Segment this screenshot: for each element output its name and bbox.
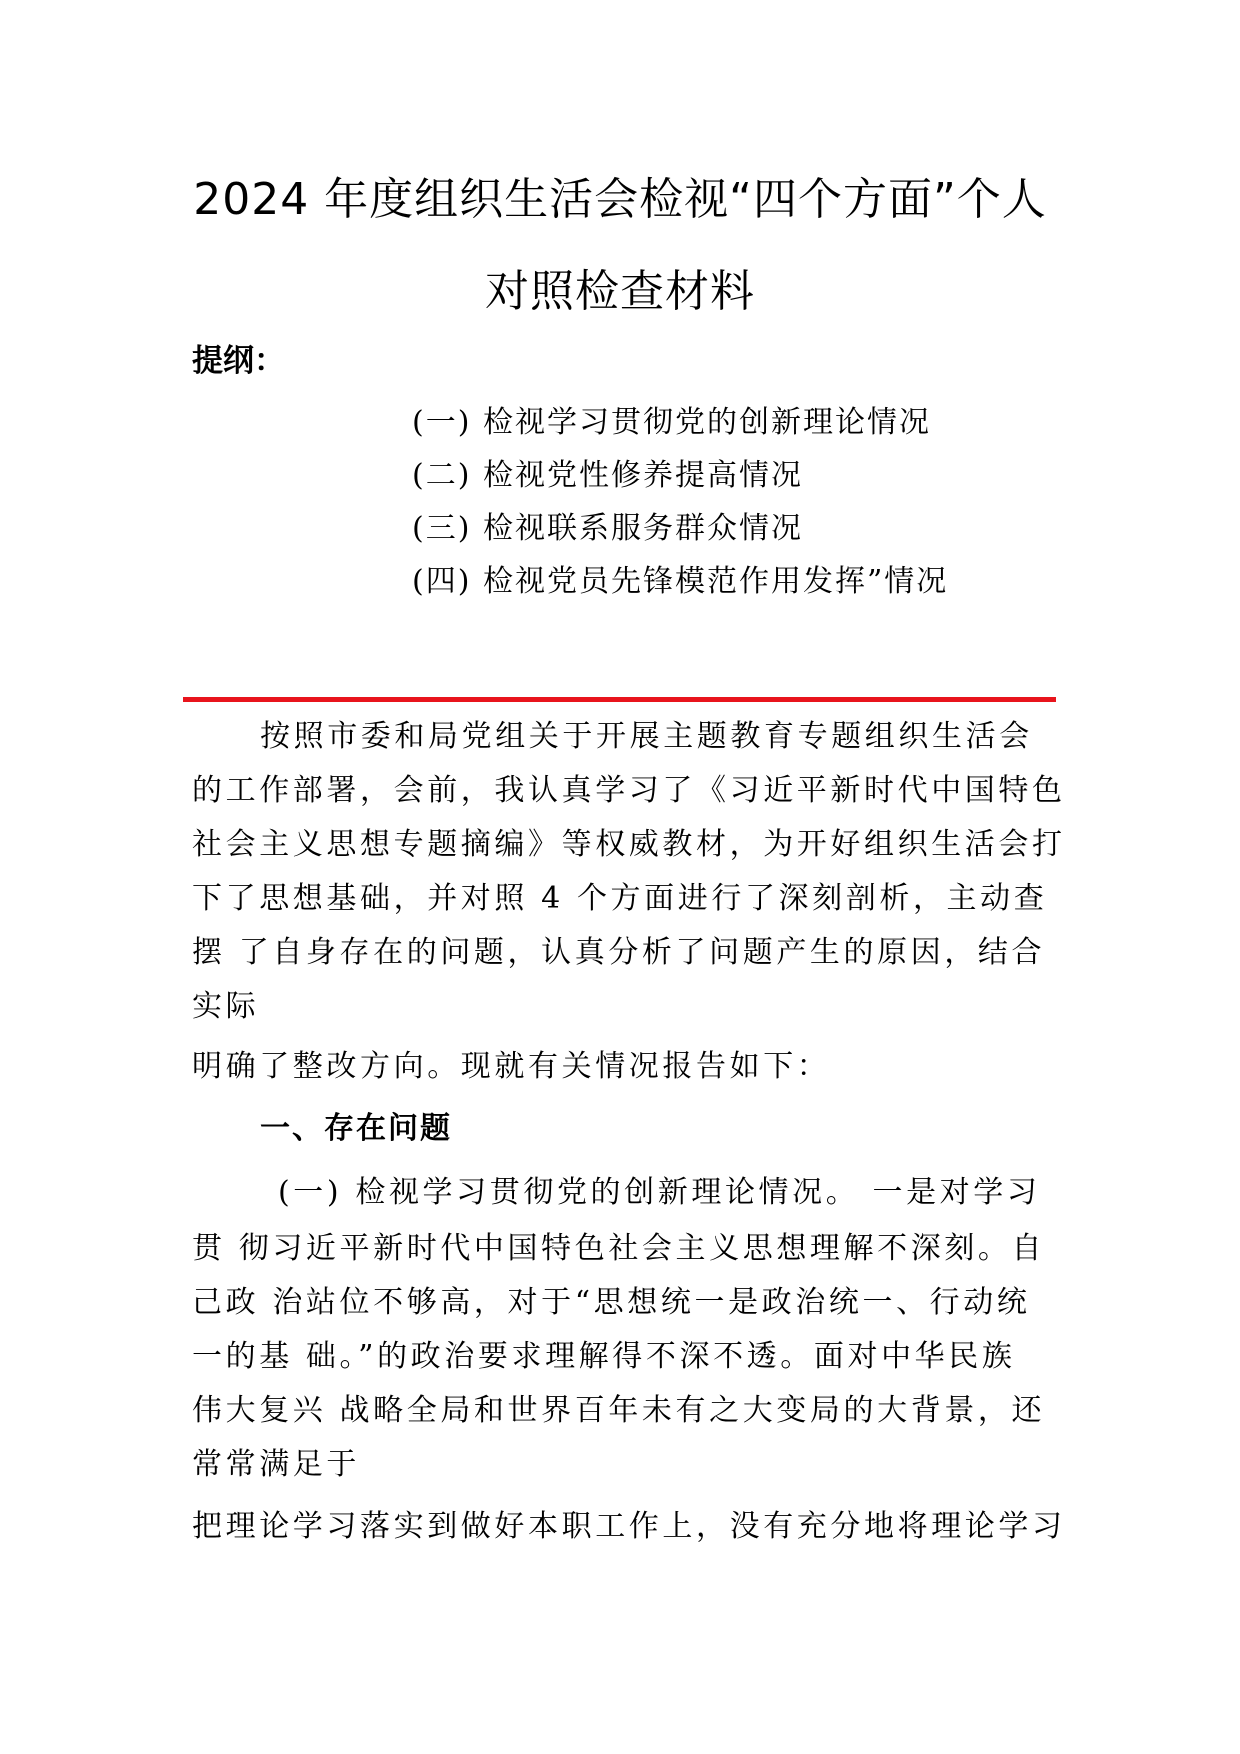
- intro-paragraph-line: 明确了整改方向。现就有关情况报告如下：: [192, 1049, 831, 1084]
- section-paragraph-line: 常常满足于: [192, 1447, 360, 1482]
- outline-item: (二) 检视党性修养提高情况: [412, 458, 803, 493]
- section-paragraph-line: 一的基 础。”的政治要求理解得不深不透。面对中华民族: [192, 1339, 1016, 1374]
- section-paragraph-line: (一) 检视学习贯彻党的创新理论情况。 一是对学习: [278, 1175, 1041, 1210]
- outline-list: [412, 396, 948, 608]
- outline-item: (一) 检视学习贯彻党的创新理论情况: [412, 405, 931, 440]
- red-divider: [183, 697, 1056, 702]
- intro-paragraph-line: 摆 了自身存在的问题，认真分析了问题产生的原因，结合: [192, 935, 1046, 970]
- section-paragraph-line: 贯 彻习近平新时代中国特色社会主义思想理解不深刻。自: [192, 1231, 1046, 1266]
- section-heading: 一、存在问题: [260, 1111, 452, 1146]
- outline-label: 提纲：: [192, 343, 285, 379]
- intro-paragraph-line: 的工作部署，会前，我认真学习了《习近平新时代中国特色: [192, 773, 1066, 808]
- intro-paragraph-line: 社会主义思想专题摘编》等权威教材，为开好组织生活会打: [192, 827, 1066, 862]
- outline-item: (四) 检视党员先锋模范作用发挥”情况: [412, 564, 949, 599]
- intro-paragraph-line: 按照市委和局党组关于开展主题教育专题组织生活会: [260, 719, 1033, 754]
- document-title-line-2: 对照检查材料: [485, 266, 755, 317]
- intro-paragraph-line: 实际: [192, 989, 260, 1024]
- section-paragraph-line: 把理论学习落实到做好本职工作上，没有充分地将理论学习: [192, 1509, 1066, 1544]
- section-paragraph-line: 伟大复兴 战略全局和世界百年未有之大变局的大背景，还: [192, 1393, 1046, 1428]
- document-title-line-1: 2024 年度组织生活会检视“四个方面”个人: [193, 174, 1047, 225]
- intro-paragraph-line: 下了思想基础，并对照 4 个方面进行了深刻剖析，主动查: [192, 881, 1048, 916]
- outline-item: (三) 检视联系服务群众情况: [412, 511, 803, 546]
- section-paragraph-line: 己政 治站位不够高，对于“思想统一是政治统一、行动统: [192, 1285, 1031, 1320]
